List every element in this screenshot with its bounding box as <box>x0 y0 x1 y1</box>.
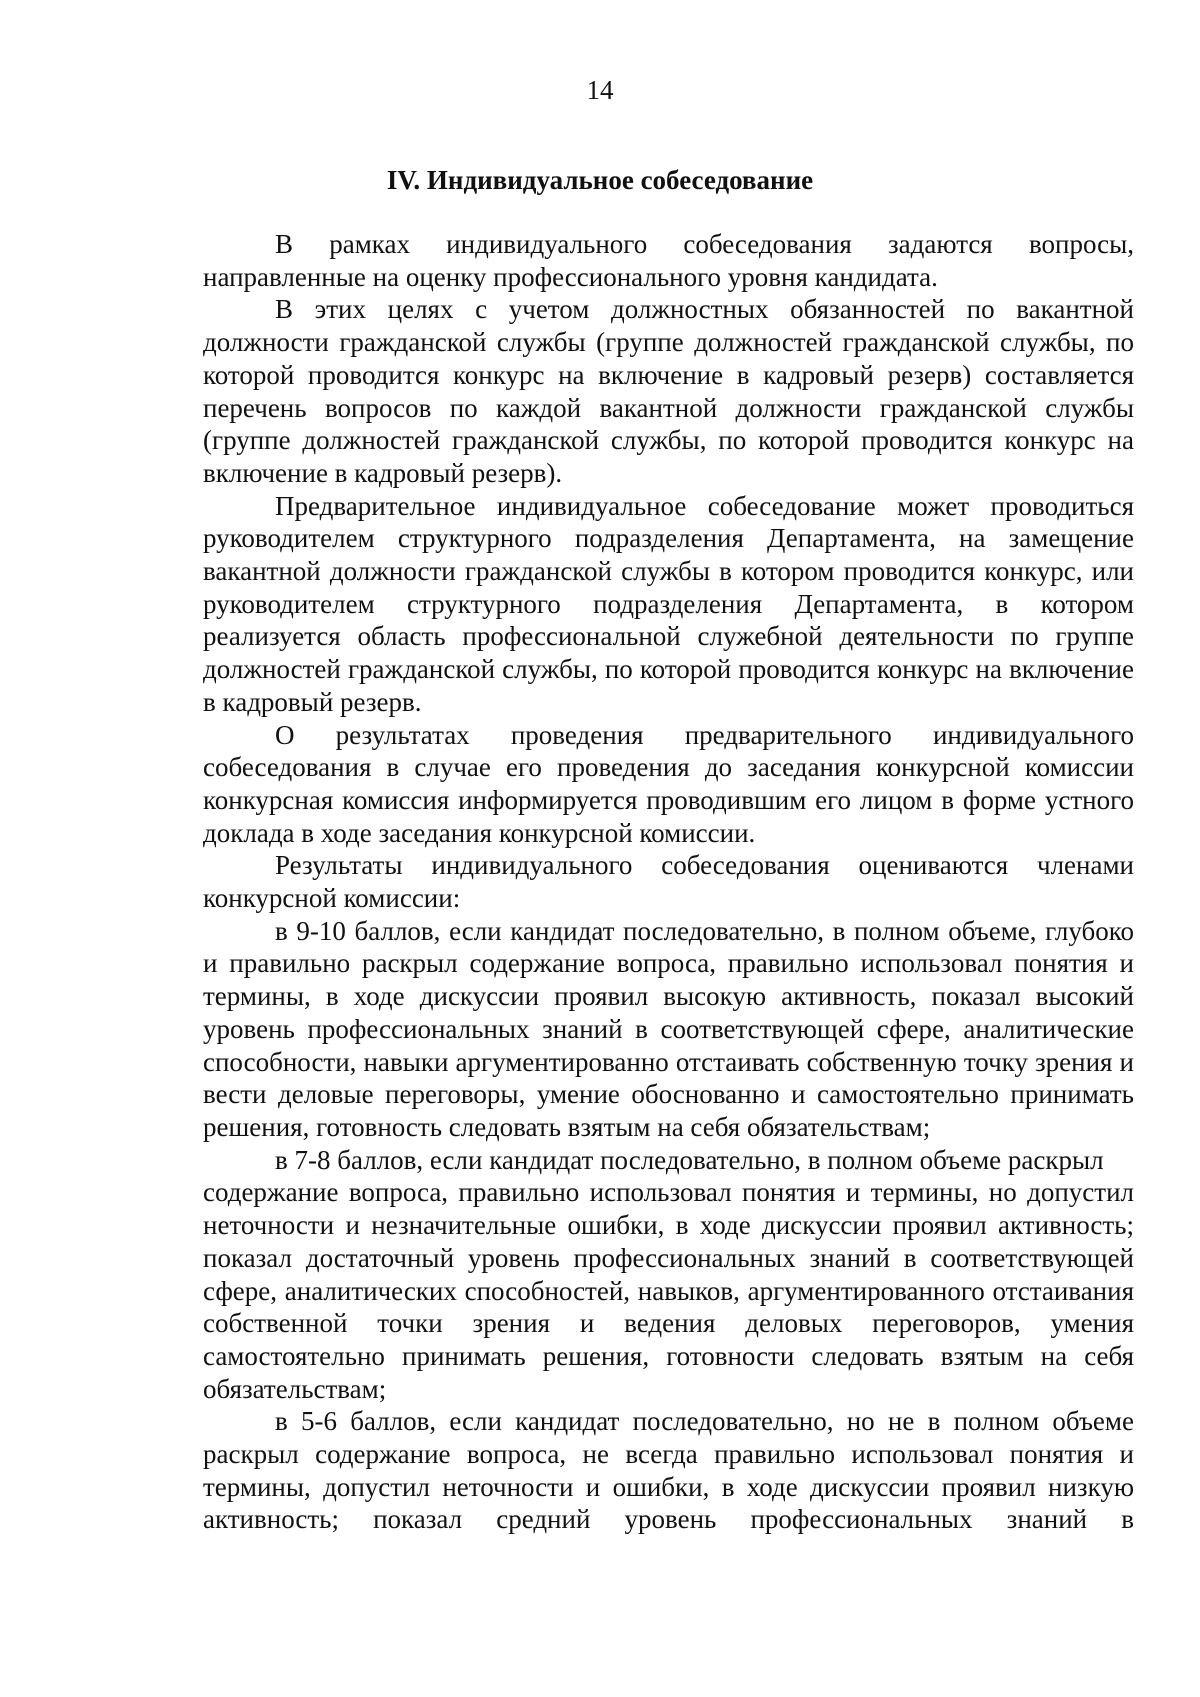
paragraph-5: Результаты индивидуального собеседования оцениваются членами конкурсной комиссии: <box>203 850 1134 914</box>
paragraph-3: Предварительное индивидуальное собеседование может проводиться руководителем структурного подразделения Департамента, на замещение вакантной должности гражданской службы в котором проводится конкурс, или руководителем структурного подразделения Департамента, в котором реализуется область профессиональной служебной деятельности по группе должностей гражданской службы, по которой проводится конкурс на включение в кадровый резерв. <box>203 490 1134 717</box>
paragraph-6: в 9-10 баллов, если кандидат последовательно, в полном объеме, глубоко и правильно раскрыл содержание вопроса, правильно использовал понятия и термины, в ходе дискуссии проявил высокую активность, показал высокий уровень профессиональных знаний в соответствующей сфере, аналитические способности, навыки аргументированно отстаивать собственную точку зрения и вести деловые переговоры, умение обоснованно и самостоятельно принимать решения, готовность следовать взятым на себя обязательствам; <box>203 915 1134 1142</box>
paragraph-1: В рамках индивидуального собеседования задаются вопросы, направленные на оценку профессионального уровня кандидата. <box>203 229 1134 292</box>
section-title: IV. Индивидуальное собеседование <box>386 165 814 195</box>
paragraph-9: в 5-6 баллов, если кандидат последовательно, но не в полном объеме раскрыл содержание вопроса, не всегда правильно использовал понятия и термины, допустил неточности и ошибки, в ходе дискуссии проявил низкую активность; показал средний уровень профессиональных знаний в <box>203 1406 1134 1535</box>
page-number: 14 <box>586 75 614 105</box>
document-body <box>203 228 1134 1536</box>
paragraph-2: В этих целях с учетом должностных обязанностей по вакантной должности гражданской службы (группе должностей гражданской службы, по которой проводится конкурс на включение в кадровый резерв) составляется перечень вопросов по каждой вакантной должности гражданской службы (группе должностей гражданской службы, по которой проводится конкурс на включение в кадровый резерв). <box>203 294 1134 488</box>
paragraph-7: в 7-8 баллов, если кандидат последовательно, в полном объеме раскрыл <box>275 1144 1104 1175</box>
paragraph-8: содержание вопроса, правильно использовал понятия и термины, но допустил неточности и незначительные ошибки, в ходе дискуссии проявил активность; показал достаточный уровень профессиональных знаний в соответствующей сфере, аналитических способностей, навыков, аргументированного отстаивания собственной точки зрения и ведения деловых переговоров, умения самостоятельно принимать решения, готовности следовать взятым на себя обязательствам; <box>203 1177 1134 1404</box>
paragraph-4: О результатах проведения предварительного индивидуального собеседования в случае его проведения до заседания конкурсной комиссии конкурсная комиссия информируется проводившим его лицом в форме устного доклада в ходе заседания конкурсной комиссии. <box>203 719 1134 848</box>
